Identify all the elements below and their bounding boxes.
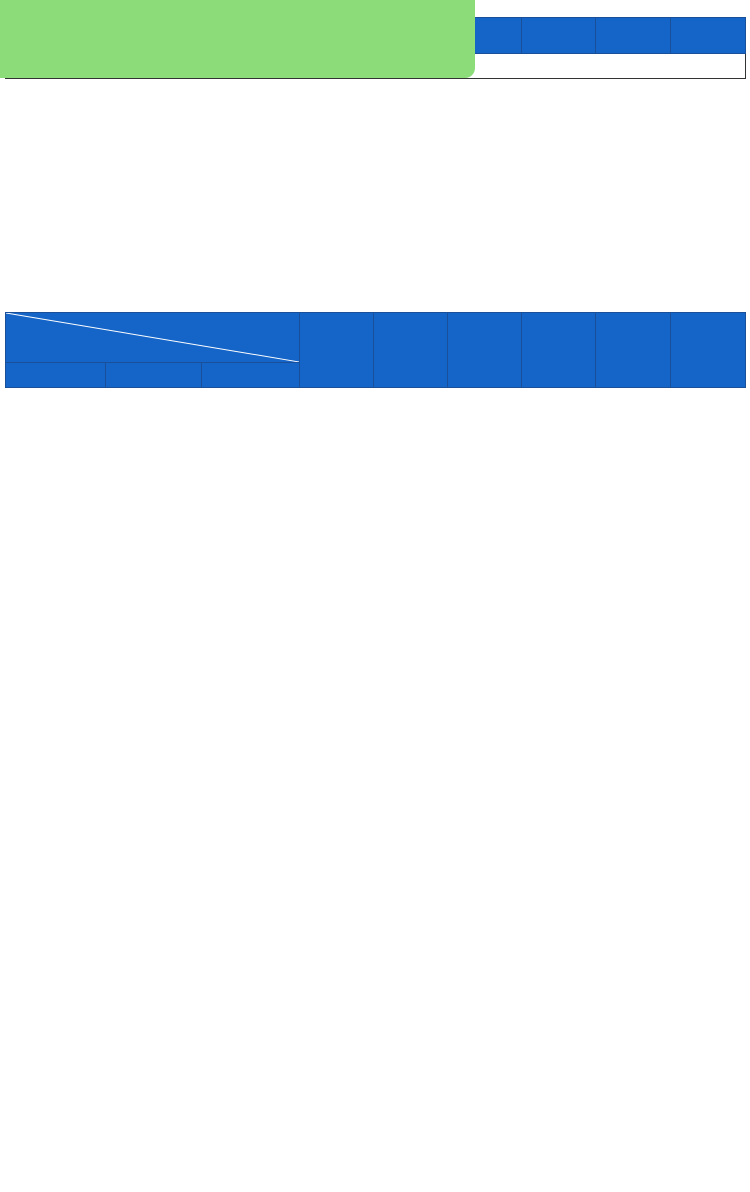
main-header-row [6,313,746,363]
header-blank [6,363,106,388]
model-header-plf042 [300,313,374,388]
diagonal-divider [6,313,299,362]
model-header-plf080 [447,313,521,388]
model-header-plf160 [670,18,745,54]
model-header-plf120 [595,18,670,54]
model-header-plf120 [595,313,670,388]
model-header-plf090 [521,313,595,388]
header-stage [106,363,202,388]
model-header-plf160 [670,313,745,388]
header-ratio [202,363,300,388]
header-corner-cell [6,313,300,363]
model-header-plf060 [374,313,447,388]
model-header-plf090 [521,18,595,54]
whatsapp-contact-badge [0,0,475,78]
spec-table-main [5,312,746,388]
